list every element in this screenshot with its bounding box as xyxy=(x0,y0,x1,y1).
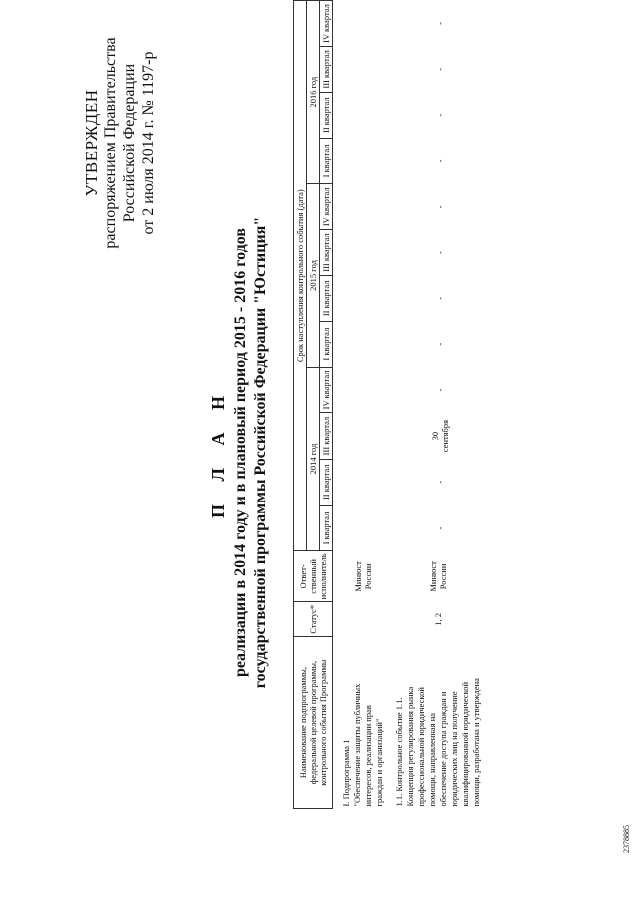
approval-line-3: от 2 июля 2014 г. № 1197-р xyxy=(140,51,157,235)
row-cell xyxy=(333,413,387,459)
header-quarter: IV квартал xyxy=(320,367,333,413)
row-cell xyxy=(333,1,387,47)
header-responsible: Ответ- ственный исполнитель xyxy=(294,551,333,602)
header-quarter: I квартал xyxy=(320,505,333,551)
row-cell: - xyxy=(435,205,445,209)
header-quarter: II квартал xyxy=(320,92,333,138)
plan-subtitle-2: государственной программы Российской Федерации "Юстиция" xyxy=(252,216,269,689)
header-name: Наименование подпрограммы, федеральной целевой программы, контрольного события Программы xyxy=(294,637,333,809)
plan-table xyxy=(293,0,483,809)
approval-line-2: Российской Федерации xyxy=(121,63,138,223)
header-quarter: III квартал xyxy=(320,46,333,92)
row-cell xyxy=(333,367,387,413)
row-cell xyxy=(333,275,387,321)
row-cell: - xyxy=(435,388,445,392)
row-cell: - xyxy=(435,67,445,71)
row-name: I. Подпрограмма 1 "Обеспечение защиты публичных интересов, реализации прав граждан и организаций" xyxy=(341,683,384,807)
header-quarter: II квартал xyxy=(320,275,333,321)
approval-title: УТВЕРЖДЕН xyxy=(82,89,101,197)
document-number: 2378885 xyxy=(622,825,631,853)
row-cell xyxy=(333,92,387,138)
header-quarter: II квартал xyxy=(320,459,333,505)
row-status xyxy=(333,602,387,637)
header-status: Статус* xyxy=(294,602,333,637)
header-quarter: I квартал xyxy=(320,138,333,184)
row-cell: - xyxy=(435,113,445,117)
plan-title: П Л А Н xyxy=(208,387,228,518)
row-status: 1, 2 xyxy=(433,612,443,626)
row-cell: - xyxy=(435,526,445,530)
row-cell: - xyxy=(435,342,445,346)
approval-block xyxy=(82,13,158,273)
row-cell xyxy=(333,184,387,230)
header-quarter: III квартал xyxy=(320,230,333,276)
row-name: 1.1. Контрольное событие 1.1. Концепция регулирования рынка профессиональной юридической помощи, направленная на обеспечение доступа граждан и юридических лиц на получение квалифицированной юридической помощи, разработана и утверждена xyxy=(394,678,481,807)
row-cell xyxy=(333,230,387,276)
approval-line-1: распоряжением Правительства xyxy=(102,37,119,249)
header-quarter: IV квартал xyxy=(320,1,333,47)
table-row xyxy=(386,1,483,809)
row-cell: - xyxy=(435,480,445,484)
row-cell: - xyxy=(435,22,445,25)
row-cell xyxy=(333,46,387,92)
header-deadline: Срок наступления контрольного события (дата) xyxy=(294,1,307,551)
row-cell: 30 сентября xyxy=(430,419,450,453)
header-quarter: III квартал xyxy=(320,413,333,459)
table-row xyxy=(333,1,387,809)
row-cell xyxy=(333,321,387,367)
plan-subtitle-1: реализации в 2014 году и в плановый период 2015 - 2016 годов xyxy=(232,228,249,677)
row-cell: - xyxy=(435,296,445,300)
header-year-2016: 2016 год xyxy=(307,1,320,184)
header-quarter: IV квартал xyxy=(320,184,333,230)
row-cell: - xyxy=(435,251,445,254)
row-responsible: Минюст России xyxy=(428,561,448,592)
row-cell: - xyxy=(435,159,445,163)
row-cell xyxy=(333,138,387,184)
header-year-2014: 2014 год xyxy=(307,367,320,551)
header-year-2015: 2015 год xyxy=(307,184,320,367)
header-quarter: I квартал xyxy=(320,321,333,367)
row-cell xyxy=(333,459,387,505)
row-responsible: Минюст России xyxy=(353,561,373,592)
row-cell xyxy=(333,505,387,551)
